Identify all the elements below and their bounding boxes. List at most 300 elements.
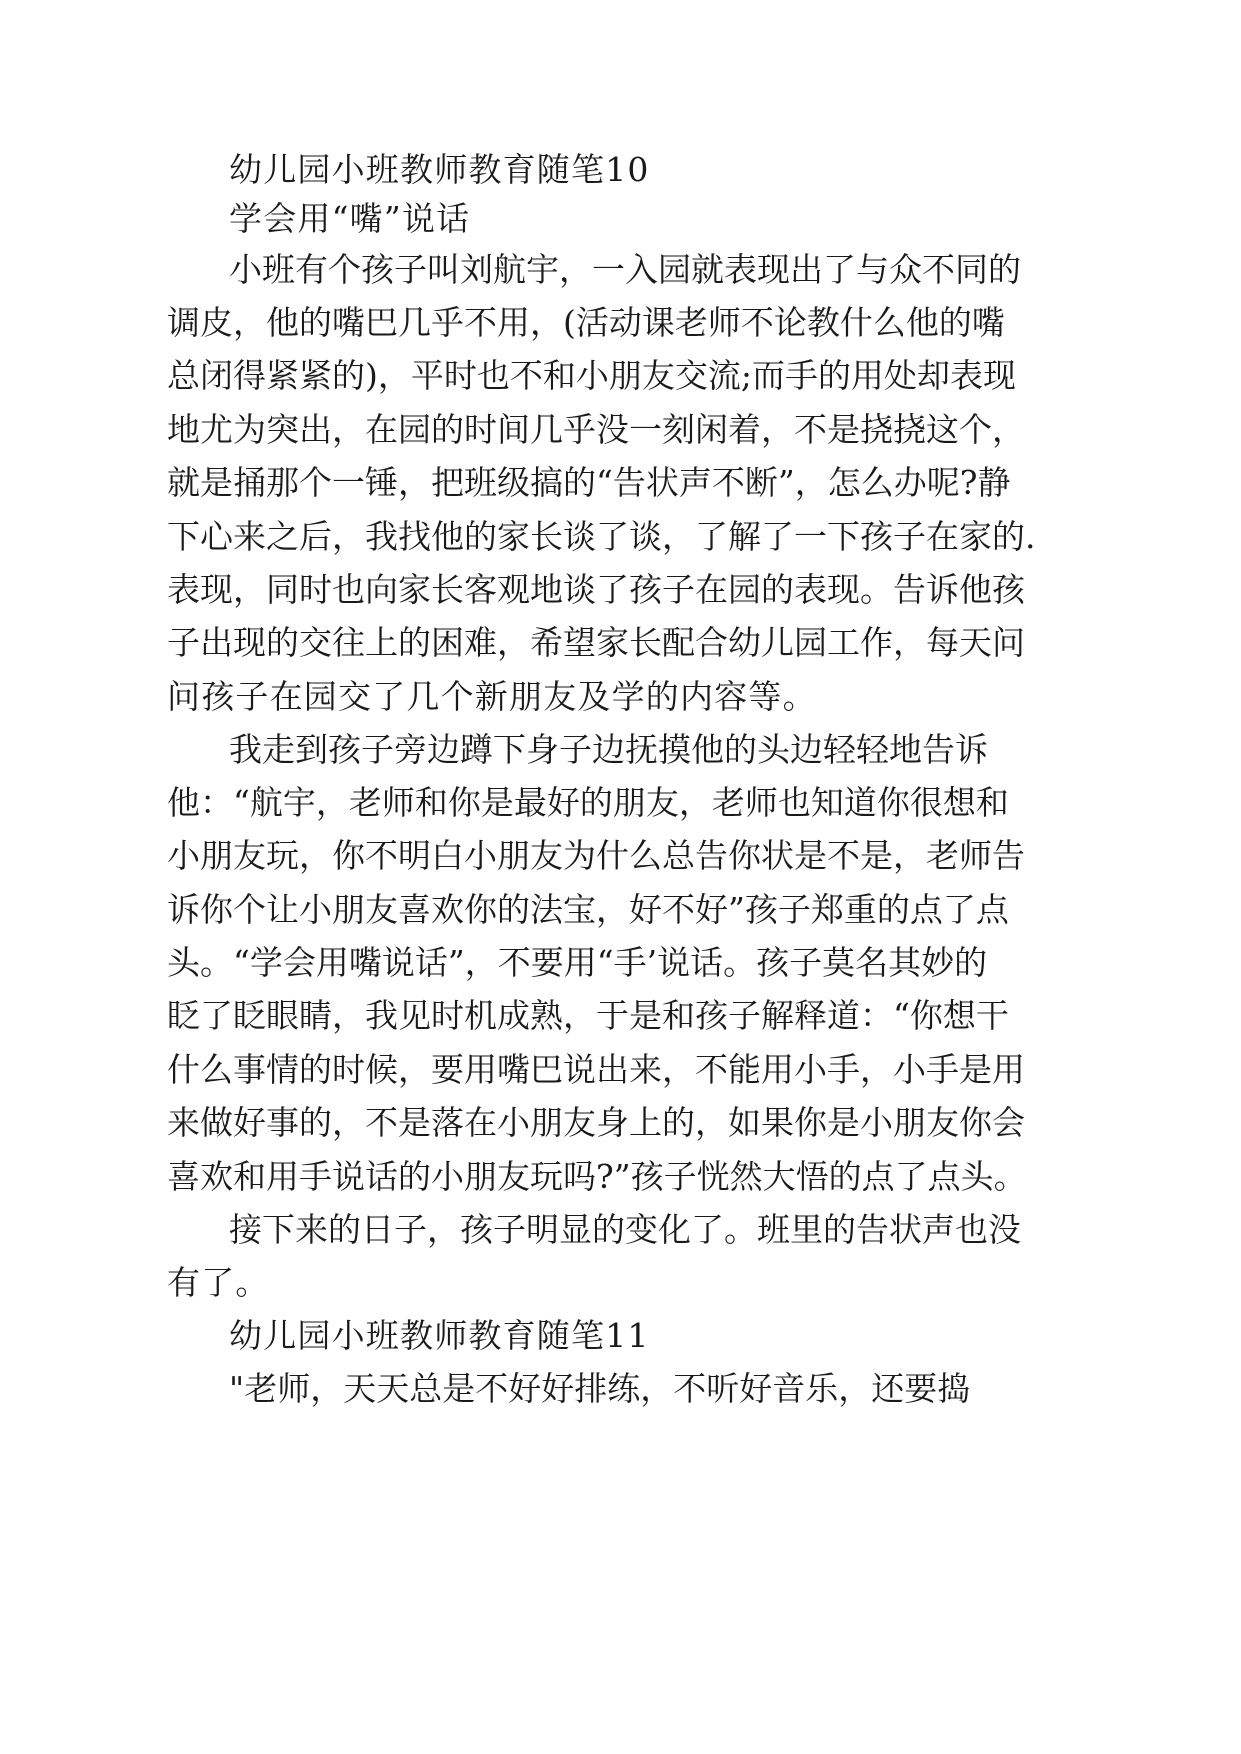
char: )	[365, 356, 378, 395]
char: 怎	[827, 463, 861, 502]
char: 交	[299, 623, 332, 662]
char: 你	[447, 783, 481, 822]
char: 孩	[860, 517, 893, 556]
char: 为	[563, 836, 596, 875]
char: 有	[295, 250, 328, 289]
char: 刻	[662, 410, 695, 449]
char: 朋	[332, 890, 365, 929]
char: 点	[909, 890, 943, 929]
paragraph-2-line-1	[229, 728, 988, 772]
char: 要	[431, 1050, 464, 1089]
char: 告	[893, 570, 926, 609]
char: (	[563, 303, 576, 342]
char: 课	[641, 303, 675, 342]
char: 动	[608, 303, 642, 342]
char: 子	[777, 890, 811, 929]
char: 话	[414, 943, 448, 982]
char: 我	[365, 996, 398, 1035]
char: 孩	[744, 890, 778, 929]
char: 谈	[563, 517, 596, 556]
char: 调	[167, 303, 200, 342]
char: 好	[695, 890, 728, 929]
char: 你	[200, 890, 233, 929]
char: 师	[959, 836, 992, 875]
char: ，	[233, 570, 266, 609]
char: 乐	[805, 1369, 839, 1408]
char: 的	[299, 1050, 332, 1089]
char: 了	[200, 996, 233, 1035]
char: ”	[613, 1157, 631, 1196]
char: 与	[856, 250, 889, 289]
char: ，	[398, 463, 431, 502]
char: 地	[889, 730, 922, 769]
char: 身	[596, 1103, 629, 1142]
char: 现	[983, 356, 1016, 395]
char: 是	[827, 1103, 860, 1142]
char: 个	[959, 410, 992, 449]
char: 欢	[431, 890, 464, 929]
char: 不	[662, 890, 695, 929]
char: 不	[711, 463, 745, 502]
char: 闲	[695, 410, 728, 449]
char: 师	[277, 1369, 311, 1408]
char: 为	[233, 410, 266, 449]
char: 的	[299, 1103, 332, 1142]
char: 子	[662, 570, 695, 609]
char: 表	[724, 250, 757, 289]
char: 来	[295, 1210, 328, 1249]
char: 同	[266, 570, 299, 609]
char: 用	[266, 1157, 299, 1196]
char: 你	[909, 996, 943, 1035]
char: 。	[860, 570, 893, 609]
char: 友	[530, 836, 563, 875]
char: 之	[266, 517, 299, 556]
char: ，	[559, 250, 592, 289]
char: 后	[299, 517, 332, 556]
char: 告	[992, 836, 1025, 875]
char: 小	[893, 1050, 926, 1089]
char: 孩	[630, 1157, 664, 1196]
char: 重	[843, 890, 877, 929]
char: 轻	[823, 730, 856, 769]
char: 老	[711, 783, 745, 822]
char: 呢	[926, 463, 960, 502]
char: 那	[266, 463, 299, 502]
char: 。	[724, 1210, 757, 1249]
char: ，	[497, 623, 530, 662]
char: 表	[167, 570, 200, 609]
char: 谈	[563, 570, 596, 609]
char: ，	[332, 996, 365, 1035]
char: 朋	[893, 1103, 926, 1142]
char: 子	[663, 1157, 697, 1196]
char: 告	[695, 836, 728, 875]
char: 睛	[299, 996, 332, 1035]
char: 突	[266, 410, 299, 449]
char: 是	[442, 1369, 476, 1408]
char: 子	[728, 996, 761, 1035]
char: 孩	[695, 996, 728, 1035]
char: 用	[464, 1050, 497, 1089]
char: 下	[493, 730, 526, 769]
char: 眨	[167, 996, 200, 1035]
char: 小	[575, 356, 609, 395]
char: ，	[332, 1103, 365, 1142]
char: 断	[744, 463, 778, 502]
char: 说	[332, 1157, 365, 1196]
char: 点	[927, 1157, 961, 1196]
char: 好	[541, 1369, 575, 1408]
char: 得	[233, 356, 266, 395]
char: 还	[871, 1369, 905, 1408]
char: 用	[992, 1050, 1025, 1089]
char: ’	[646, 943, 658, 982]
char: 现	[233, 623, 266, 662]
char: 不	[365, 836, 398, 875]
char: 下	[827, 517, 860, 556]
char: 摸	[658, 730, 691, 769]
char: 机	[464, 996, 497, 1035]
char: 释	[794, 996, 827, 1035]
char: 你	[728, 836, 761, 875]
char: 孩	[361, 250, 394, 289]
char: 嘴	[348, 943, 382, 982]
char: 捅	[233, 463, 266, 502]
char: ?	[596, 1157, 614, 1196]
paragraph-1-line-9: 问孩子在园交了几个新朋友及学的内容等。	[167, 677, 817, 716]
char: 园	[728, 570, 761, 609]
char: 乎	[431, 303, 464, 342]
char: ，	[838, 1369, 872, 1408]
char: 往	[332, 623, 365, 662]
char: “	[596, 463, 613, 502]
char: 告	[856, 1210, 889, 1249]
char: 的	[332, 356, 365, 395]
char: ，	[761, 410, 794, 449]
char: 用	[761, 1050, 794, 1089]
char: 子	[394, 1210, 427, 1249]
char: 白	[431, 836, 464, 875]
char: 班	[262, 250, 295, 289]
char: 交	[674, 356, 708, 395]
char: .	[1025, 517, 1036, 556]
char: 什	[596, 836, 629, 875]
char: 名	[855, 943, 889, 982]
char: 小	[464, 836, 497, 875]
char: 他	[905, 303, 939, 342]
char: 不	[695, 1050, 728, 1089]
char: 刘	[460, 250, 493, 289]
char: 一	[332, 463, 365, 502]
char: 朋	[608, 356, 642, 395]
char: 朋	[612, 783, 646, 822]
char: 成	[497, 996, 530, 1035]
char: 话	[690, 943, 724, 982]
char: “	[893, 996, 910, 1035]
char: 处	[884, 356, 917, 395]
char: 时	[299, 570, 332, 609]
char: 点	[861, 1157, 895, 1196]
char: 练	[607, 1369, 641, 1408]
char: 的	[662, 1103, 695, 1142]
char: 就	[691, 250, 724, 289]
char: 挠	[893, 410, 926, 449]
char: 友	[641, 356, 675, 395]
char: 情	[266, 1050, 299, 1089]
char: 你	[876, 783, 910, 822]
char: "	[229, 1369, 245, 1408]
char: 么	[872, 303, 906, 342]
paragraph-2-line-9	[167, 1155, 1027, 1199]
char: 的	[299, 303, 332, 342]
char: 抚	[625, 730, 658, 769]
char: 是	[794, 836, 827, 875]
char: 出	[200, 623, 233, 662]
char: 航	[493, 250, 526, 289]
char: 。	[723, 943, 757, 982]
char: 平	[410, 356, 444, 395]
char: 子	[893, 517, 926, 556]
char: ”	[777, 463, 795, 502]
char: 的	[818, 356, 851, 395]
char: 孩	[328, 730, 361, 769]
char: 众	[889, 250, 922, 289]
char: 眼	[266, 996, 299, 1035]
char: 小	[860, 1103, 893, 1142]
char: ，	[794, 463, 828, 502]
char: 不	[497, 943, 531, 982]
char: 园	[658, 250, 691, 289]
char: 学	[249, 943, 283, 982]
char: 友	[233, 836, 266, 875]
char: 总	[409, 1369, 443, 1408]
section-subtitle-10: 学会用“嘴”说话	[229, 199, 471, 238]
char: 和	[542, 356, 576, 395]
char: 长	[431, 570, 464, 609]
char: ，	[233, 303, 266, 342]
char: 来	[167, 1103, 200, 1142]
char: “	[233, 943, 250, 982]
paragraph-1-line-5	[167, 461, 1011, 505]
char: 不	[794, 410, 827, 449]
char: ，	[377, 356, 411, 395]
char: 的	[938, 303, 972, 342]
char: ：	[860, 996, 893, 1035]
char: 和	[414, 783, 448, 822]
char: 希	[530, 623, 563, 662]
char: 的	[988, 250, 1021, 289]
char: 出	[790, 250, 823, 289]
char: 和	[662, 996, 695, 1035]
char: 的	[579, 783, 613, 822]
char: 这	[926, 410, 959, 449]
char: ，	[563, 996, 596, 1035]
char: 总	[167, 356, 200, 395]
char: 在	[365, 410, 398, 449]
char: 好	[546, 783, 580, 822]
char: 下	[167, 517, 200, 556]
char: 子	[394, 250, 427, 289]
char: 教	[806, 303, 840, 342]
char: 日	[361, 1210, 394, 1249]
paragraph-2-line-7	[167, 1048, 1025, 1092]
char: 然	[729, 1157, 763, 1196]
char: 友	[365, 890, 398, 929]
char: 家	[497, 517, 530, 556]
char: 表	[794, 570, 827, 609]
char: 什	[167, 1050, 200, 1089]
paragraph-4-line-1	[229, 1367, 971, 1411]
char: 旁	[394, 730, 427, 769]
char: 班	[464, 463, 497, 502]
char: 说	[657, 943, 691, 982]
char: 上	[365, 623, 398, 662]
char: 话	[365, 1157, 398, 1196]
char: 悟	[795, 1157, 829, 1196]
char: 着	[728, 410, 761, 449]
char: 接	[229, 1210, 262, 1249]
char: 告	[922, 730, 955, 769]
char: 天	[959, 623, 992, 662]
char: 小	[431, 1157, 464, 1196]
char: 解	[728, 517, 761, 556]
char: 手	[827, 1050, 860, 1089]
char: 诉	[955, 730, 988, 769]
paragraph-1-line-8	[167, 621, 1025, 665]
char: 的	[592, 1210, 625, 1249]
char: 用	[315, 943, 349, 982]
char: ，	[530, 303, 563, 342]
char: 紧	[266, 356, 299, 395]
char: 你	[464, 890, 497, 929]
char: 时	[443, 356, 477, 395]
char: 。	[200, 943, 233, 982]
char: 儿	[761, 623, 794, 662]
char: 大	[762, 1157, 796, 1196]
char: 落	[431, 1103, 464, 1142]
char: 向	[365, 570, 398, 609]
char: 嘴	[971, 303, 1005, 342]
char: 好	[233, 1103, 266, 1142]
char: 玩	[266, 836, 299, 875]
char: 一	[629, 410, 662, 449]
char: 宇	[282, 783, 316, 822]
char: 问	[992, 623, 1025, 662]
char: 客	[464, 570, 497, 609]
char: 不	[365, 1103, 398, 1142]
char: 声	[922, 1210, 955, 1249]
char: 同	[955, 250, 988, 289]
char: 了	[761, 517, 794, 556]
char: 小	[497, 1103, 530, 1142]
char: 边	[592, 730, 625, 769]
char: 幼	[728, 623, 761, 662]
char: 做	[200, 1103, 233, 1142]
char: 活	[575, 303, 609, 342]
char: 论	[773, 303, 807, 342]
char: 没	[596, 410, 629, 449]
char: 用	[497, 303, 530, 342]
char: 喜	[167, 1157, 200, 1196]
char: 他	[959, 570, 992, 609]
char: 么	[200, 1050, 233, 1089]
char: 心	[200, 517, 233, 556]
char: 的	[266, 623, 299, 662]
char: 状	[645, 463, 679, 502]
char: 用	[563, 943, 597, 982]
char: 郑	[810, 890, 844, 929]
char: 于	[596, 996, 629, 1035]
char: 友	[497, 1157, 530, 1196]
char: 他	[167, 783, 200, 822]
char: 每	[926, 623, 959, 662]
char: 说	[381, 943, 415, 982]
char: 不	[475, 1369, 509, 1408]
char: 化	[658, 1210, 691, 1249]
char: 老	[244, 1369, 278, 1408]
char: 他	[266, 303, 299, 342]
char: 总	[662, 836, 695, 875]
char: 作	[860, 623, 893, 662]
char: 说	[563, 1050, 596, 1089]
char: 不	[673, 1369, 707, 1408]
char: 熟	[530, 996, 563, 1035]
char: 朋	[497, 836, 530, 875]
char: 手	[926, 1050, 959, 1089]
char: 工	[827, 623, 860, 662]
paragraph-1-line-4	[167, 408, 1025, 452]
char: 也	[955, 1210, 988, 1249]
char: 的	[761, 570, 794, 609]
paragraph-2-line-4	[167, 888, 1009, 932]
char: ，	[992, 410, 1025, 449]
char: 不	[464, 303, 497, 342]
char: 的	[398, 623, 431, 662]
char: 是	[398, 1103, 431, 1142]
char: 手	[613, 943, 647, 982]
char: 不	[740, 303, 774, 342]
char: 不	[827, 836, 860, 875]
char: “	[596, 943, 614, 982]
paragraph-2-line-8	[167, 1101, 1025, 1145]
char: ，	[332, 517, 365, 556]
char: 到	[295, 730, 328, 769]
char: 配	[662, 623, 695, 662]
char: 状	[889, 1210, 922, 1249]
char: 好	[508, 1369, 542, 1408]
char: 让	[266, 890, 299, 929]
char: 的	[497, 890, 530, 929]
char: 小	[167, 836, 200, 875]
char: 果	[761, 1103, 794, 1142]
char: 友	[563, 1103, 596, 1142]
paragraph-3-line-2: 有了。	[167, 1263, 270, 1302]
char: 欢	[200, 1157, 233, 1196]
paragraph-2-line-6	[167, 994, 1009, 1038]
char: 会	[992, 1103, 1025, 1142]
char: 明	[398, 836, 431, 875]
char: 没	[988, 1210, 1021, 1249]
char: 难	[464, 623, 497, 662]
char: ，	[678, 783, 712, 822]
char: 合	[695, 623, 728, 662]
char: 办	[893, 463, 927, 502]
char: 友	[645, 783, 679, 822]
char: ，	[310, 1369, 344, 1408]
paragraph-1-line-1	[229, 248, 1021, 292]
char: 了	[596, 517, 629, 556]
